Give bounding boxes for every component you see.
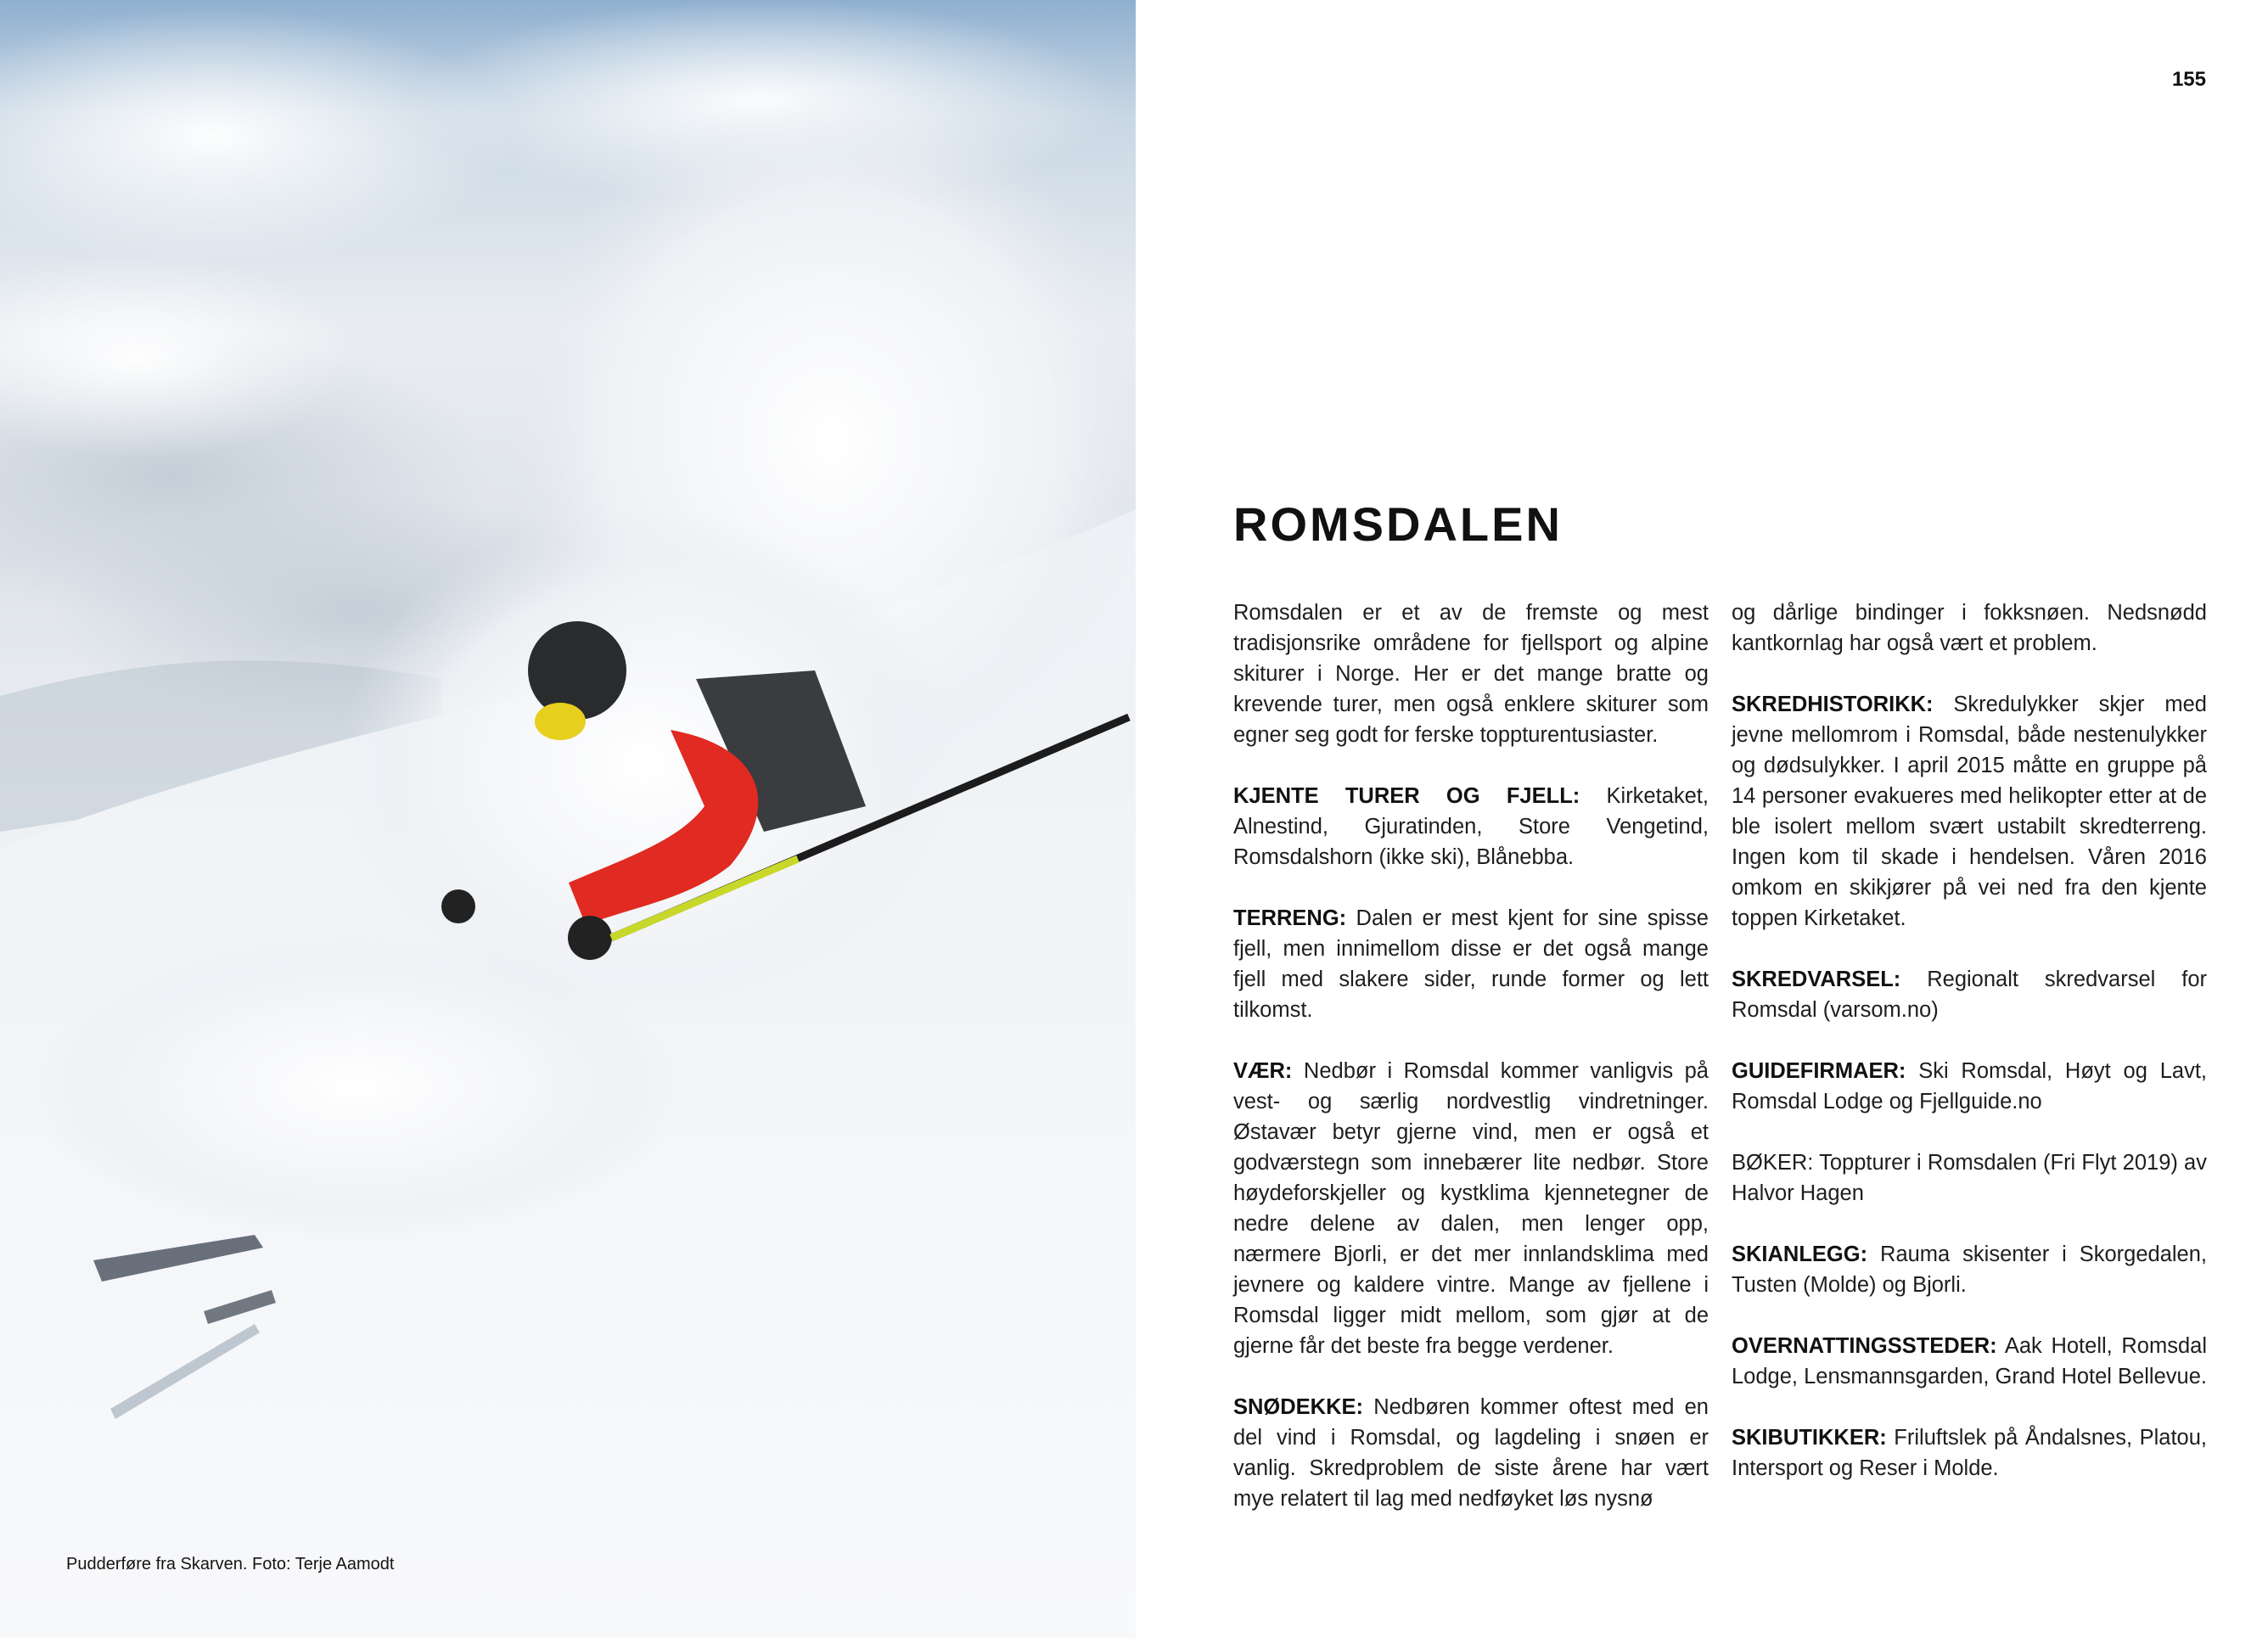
section-label: KJENTE TURER OG FJELL:: [1233, 784, 1580, 808]
section-label: SNØDEKKE:: [1233, 1395, 1364, 1419]
text-column-right: [1732, 597, 2207, 1514]
section-label: SKREDHISTORIKK:: [1732, 693, 1934, 716]
section-boker: BØKER: Toppturer i Romsdalen (Fri Flyt 2019) av Halvor Hagen: [1732, 1151, 2207, 1205]
page-title: ROMSDALEN: [1233, 497, 1563, 551]
section-terreng: [1233, 903, 1709, 1025]
section-label: SKIANLEGG:: [1732, 1243, 1868, 1266]
section-overnatting: [1732, 1331, 2207, 1392]
section-kjente-turer: [1233, 781, 1709, 872]
section-label: VÆR:: [1233, 1059, 1293, 1083]
text-column-left: [1233, 597, 1709, 1545]
section-skredvarsel: [1732, 964, 2207, 1025]
section-guidefirmaer: [1732, 1056, 2207, 1117]
section-vaer: [1233, 1056, 1709, 1361]
intro-paragraph: Romsdalen er et av de fremste og mest tradisjonsrike områdene for fjellsport og alpine skiturer i Norge. Her er det mange bratte og krevende turer, men også enklere skiturer som egner seg godt for ferske toppturentusiaster.: [1233, 601, 1709, 747]
section-text: Nedbøren kommer oftest med en del vind i Romsdal, og lagdeling i snøen er vanlig. Skredproblem de siste årene har vært mye relatert til lag med nedføyket løs nysnø: [1233, 1395, 1709, 1511]
section-skibutikker: [1732, 1422, 2207, 1484]
section-snodekke: [1233, 1392, 1709, 1514]
section-label: SKIBUTIKKER:: [1732, 1426, 1887, 1450]
photo-caption: Pudderføre fra Skarven. Foto: Terje Aamodt: [66, 1555, 395, 1573]
section-skredhistorikk: [1732, 689, 2207, 934]
section-text: Ski Romsdal, Høyt og Lavt, Romsdal Lodge og Fjellguide.no: [1732, 1059, 2207, 1114]
section-label: SKREDVARSEL:: [1732, 968, 1901, 991]
section-snodekke-continued: og dårlige bindinger i fokksnøen. Nedsnødd kantkornlag har også vært et problem.: [1732, 601, 2207, 655]
section-text: Rauma skisenter i Skorgedalen, Tusten (Molde) og Bjorli.: [1732, 1243, 2207, 1297]
section-text: Nedbør i Romsdal kommer vanligvis på vest- og særlig nordvestlig vindretninger. Østavær betyr gjerne vind, men er også et godværstegn som innebærer lite nedbør. Store høydeforskjeller og kystklima kjennetegner de nedre delene av dalen, men lenger opp, nærmere Bjorli, er det mer innlandsklima med jevnere og kaldere vintre. Mange av fjellene i Romsdal ligger midt mellom, som gjør at de gjerne får det beste fra begge verdener.: [1233, 1059, 1709, 1358]
section-text: Kirketaket, Alnestind, Gjuratinden, Store Vengetind, Romsdalshorn (ikke ski), Blånebba.: [1233, 784, 1709, 869]
section-label: TERRENG:: [1233, 906, 1347, 930]
section-label: GUIDEFIRMAER:: [1732, 1059, 1906, 1083]
page-number: 155: [2171, 68, 2206, 91]
section-skianlegg: [1732, 1239, 2207, 1300]
section-label: OVERNATTINGSSTEDER:: [1732, 1334, 1997, 1358]
section-text: Friluftslek på Åndalsnes, Platou, Intersport og Reser i Molde.: [1732, 1426, 2207, 1480]
section-text: Regionalt skredvarsel for Romsdal (varsom.no): [1732, 968, 2207, 1022]
section-text: Skredulykker skjer med jevne mellomrom i Romsdal, både nestenulykker og dødsulykker. I april 2015 måtte en gruppe på 14 personer evakueres med helikopter etter at de ble isolert mellom svært ustabilt skredterreng. Ingen kom til skade i hendelsen. Våren 2016 omkom en skikjører på vei ned fra den kjente toppen Kirketaket.: [1732, 693, 2207, 930]
section-text: Aak Hotell, Romsdal Lodge, Lensmannsgarden, Grand Hotel Bellevue.: [1732, 1334, 2207, 1388]
section-text: Dalen er mest kjent for sine spisse fjell, men innimellom disse er det også mange fjell med slakere sider, runde former og lett tilkomst.: [1233, 906, 1709, 1022]
